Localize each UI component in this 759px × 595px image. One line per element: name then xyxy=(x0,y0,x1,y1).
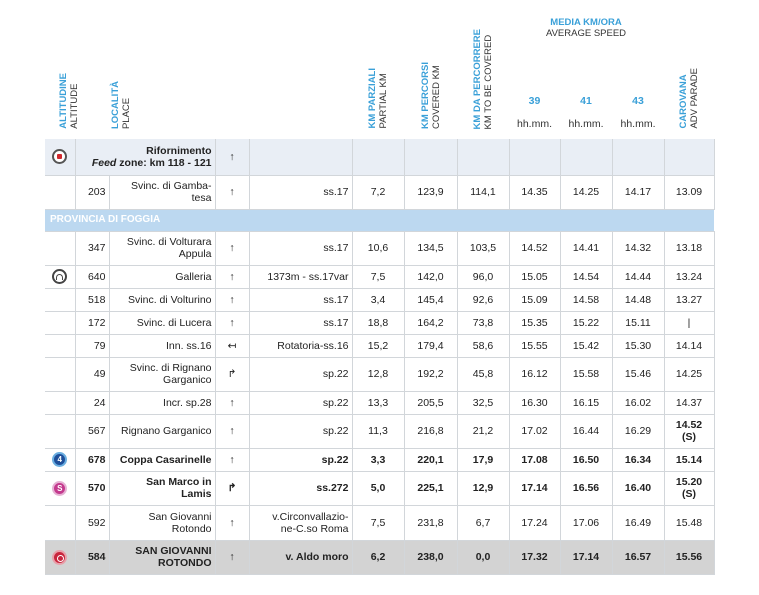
header-row xyxy=(45,2,714,139)
speed-43-header: 43 hh.mm. xyxy=(620,95,656,130)
left-turn-arrow-icon: ↤ xyxy=(215,334,249,357)
table-row: 592 San Giovanni Rotondo ↑ v.Circonvallazio- ne-C.so Roma 7,5 231,8 6,7 17.24 17.06 16.49 15.48 xyxy=(45,505,714,540)
table-row: 567 Rignano Garganico ↑ sp.22 11,3 216,8 21,2 17.02 16.44 16.29 14.52 (S) xyxy=(45,414,714,448)
tunnel-icon xyxy=(52,269,67,284)
straight-arrow-icon: ↑ xyxy=(215,288,249,311)
table-row: 79 Inn. ss.16 ↤ Rotatoria-ss.16 15,2 179,4 58,6 15.55 15.42 15.30 14.14 xyxy=(45,334,714,357)
gpm-icon: 4 xyxy=(52,452,67,467)
straight-arrow-icon: ↑ xyxy=(215,265,249,288)
province-row xyxy=(45,209,714,231)
parade-header: CAROVANA ADV PARADE xyxy=(678,68,700,129)
straight-arrow-icon: ↑ xyxy=(215,391,249,414)
table-row: S 570 San Marco in Lamis ↱ ss.272 5,0 225,1 12,9 17.14 16.56 16.40 15.20 (S) xyxy=(45,471,714,505)
finish-row: 584 SAN GIOVANNI ROTONDO ↑ v. Aldo moro 6,2 238,0 0,0 17.32 17.14 16.57 15.56 xyxy=(45,540,714,574)
average-speed-title: MEDIA KM/ORA AVERAGE SPEED xyxy=(545,17,627,39)
straight-arrow-icon: ↑ xyxy=(215,139,249,175)
straight-arrow-icon: ↑ xyxy=(215,414,249,448)
table-row: 24 Incr. sp.28 ↑ sp.22 13,3 205,5 32,5 16.30 16.15 16.02 14.37 xyxy=(45,391,714,414)
straight-arrow-icon: ↑ xyxy=(215,505,249,540)
itinerary-table xyxy=(45,2,715,575)
sprint-icon: S xyxy=(52,481,67,496)
finish-icon xyxy=(52,550,67,565)
table-row: 347 Svinc. di Volturara Appula ↑ ss.17 10,6 134,5 103,5 14.52 14.41 14.32 13.18 xyxy=(45,231,714,265)
to-be-covered-header: KM DA PERCORRERE KM TO BE COVERED xyxy=(472,28,494,129)
straight-arrow-icon: ↑ xyxy=(215,448,249,471)
feed-zone-row: Rifornimento Feed zone: km 118 - 121 ↑ xyxy=(45,139,714,175)
right-turn-arrow-icon: ↱ xyxy=(215,471,249,505)
table-row: 49 Svinc. di Rignano Garganico ↱ sp.22 12,8 192,2 45,8 16.12 15.58 15.46 14.25 xyxy=(45,357,714,391)
straight-arrow-icon: ↑ xyxy=(215,311,249,334)
province-label: PROVINCIA DI FOGGIA xyxy=(45,209,714,231)
table-row: 640 Galleria ↑ 1373m - ss.17var 7,5 142,0 96,0 15.05 14.54 14.44 13.24 xyxy=(45,265,714,288)
feed-zone-icon xyxy=(52,149,67,164)
right-turn-arrow-icon: ↱ xyxy=(215,357,249,391)
speed-41-header: MEDIA KM/ORA AVERAGE SPEED 41 hh.mm. xyxy=(560,2,612,139)
table-row: 4 678 Coppa Casarinelle ↑ sp.22 3,3 220,1 17,9 17.08 16.50 16.34 15.14 xyxy=(45,448,714,471)
table-row: 172 Svinc. di Lucera ↑ ss.17 18,8 164,2 73,8 15.35 15.22 15.11 | xyxy=(45,311,714,334)
table-row: 518 Svinc. di Volturino ↑ ss.17 3,4 145,4 92,6 15.09 14.58 14.48 13.27 xyxy=(45,288,714,311)
table-row: 203 Svinc. di Gamba- tesa ↑ ss.17 7,2 123,9 114,1 14.35 14.25 14.17 13.09 xyxy=(45,175,714,209)
speed-39-header: 39 hh.mm. xyxy=(516,95,552,130)
partial-km-header: KM PARZIALI PARTIAL KM xyxy=(367,68,389,129)
covered-km-header: KM PERCORSI COVERED KM xyxy=(419,61,442,129)
straight-arrow-icon: ↑ xyxy=(215,175,249,209)
straight-arrow-icon: ↑ xyxy=(215,540,249,574)
altitude-header: ALTITUDINE ALTITUDE xyxy=(58,73,80,129)
place-header: LOCALITÀ PLACE xyxy=(110,80,132,129)
straight-arrow-icon: ↑ xyxy=(215,231,249,265)
